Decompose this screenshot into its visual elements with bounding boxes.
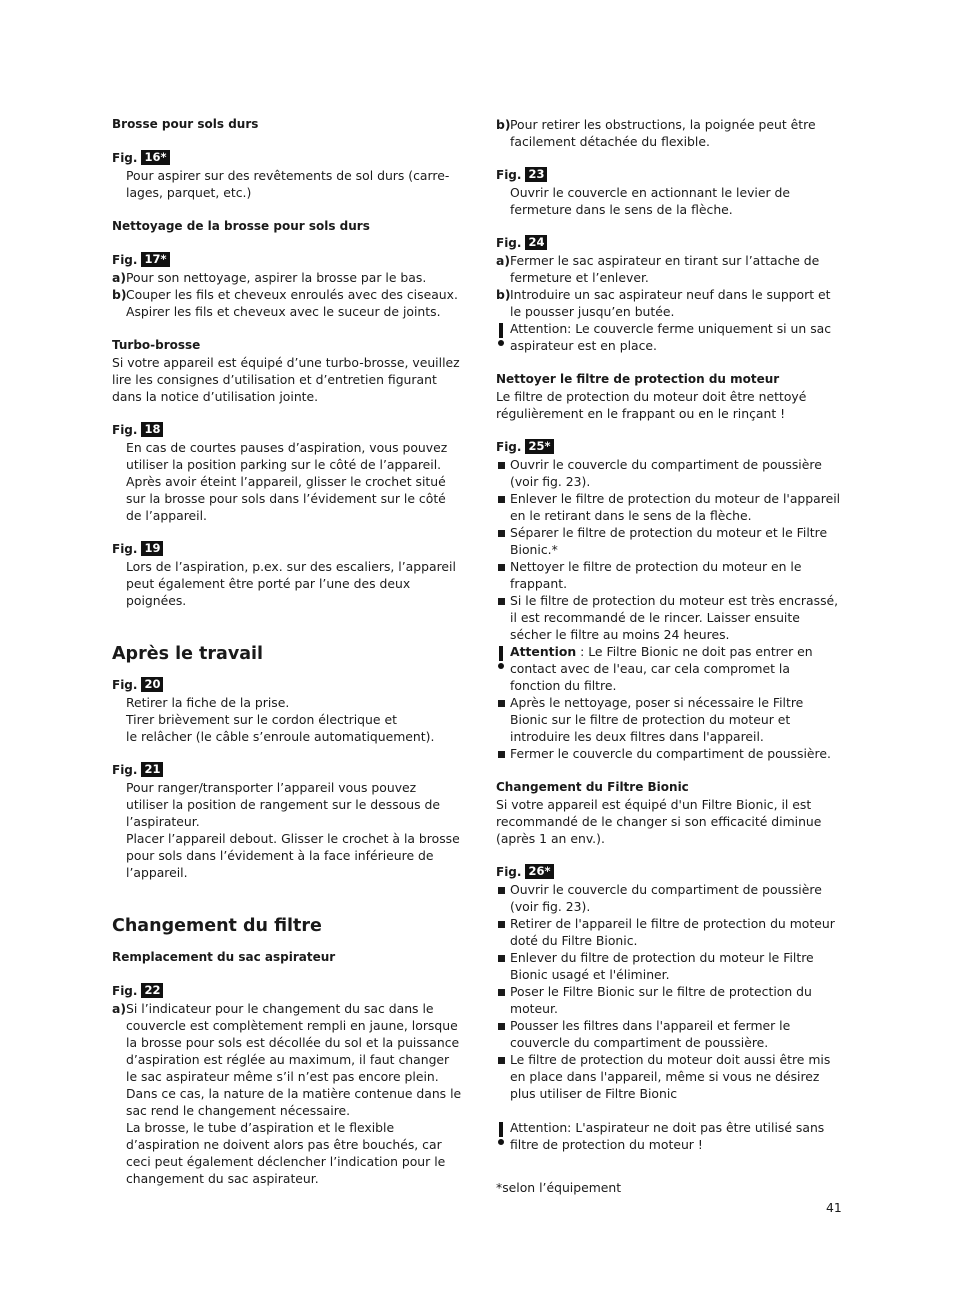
fig-23-label: Fig. 23	[496, 167, 844, 184]
heading-changement-du-filtre: Changement du filtre	[112, 916, 322, 936]
square-bullet-icon	[496, 881, 510, 915]
fig-25-bullet: Enlever le filtre de protection du moteur de l'appareil en le retirant dans le sens de la flèche.	[496, 490, 844, 524]
fig-20-number: 20	[141, 677, 163, 692]
fig-18-text: En cas de courtes pauses d’aspiration, vous pouvez utiliser la position parking sur le côté de l’appareil. Après avoir éteint l’appareil, glisser le crochet situé sur la brosse pour sols dans l’évidement sur le côté de l’appareil.	[126, 440, 448, 523]
heading-apres-le-travail: Après le travail	[112, 644, 264, 664]
exclamation-icon	[496, 643, 510, 694]
fig-22-item-a: a) Si l’indicateur pour le changement du sac dans le couvercle est complètement rempli en jaune, lorsque la brosse pour sols est décollée du sol et la puissance d’aspiration est réglée au maximum, il faut changer le sac aspirateur même s’il n’est pas encore plein. Dans ce cas, la nature de la matière contenue dans le sac rend le changement nécessaire.	[112, 1001, 462, 1118]
square-bullet-icon	[496, 949, 510, 983]
fig-21-number: 21	[141, 762, 163, 777]
square-bullet-icon	[496, 1051, 510, 1102]
fig-19-label: Fig. 19	[112, 541, 462, 558]
fig-16-text: Pour aspirer sur des revêtements de sol durs (carre-lages, parquet, etc.)	[126, 168, 450, 200]
moteur-text: Le filtre de protection du moteur doit être nettoyé régulièrement en le frappant ou en le rinçant !	[496, 389, 807, 421]
fig-22-text-2: La brosse, le tube d’aspiration et le flexible d’aspiration ne doivent alors pas être bouchés, car ceci peut également déclencher l’indication pour le changement du sac aspirateur.	[126, 1120, 446, 1186]
fig-25-bullet: Ouvrir le couvercle du compartiment de poussière (voir fig. 23).	[496, 456, 844, 490]
fig-20-line-3: le relâcher (le câble s’enroule automatiquement).	[126, 729, 435, 744]
square-bullet-icon	[496, 490, 510, 524]
fig-21-text-2: Placer l’appareil debout. Glisser le crochet à la brosse pour sols dans l’évidement à la face inférieure de l’appareil.	[126, 831, 460, 880]
fig-26-label: Fig. 26*	[496, 864, 844, 881]
fig-19-number: 19	[141, 541, 163, 556]
left-column	[112, 116, 462, 1187]
fig-17-label: Fig. 17*	[112, 252, 462, 269]
fig-26-bullet: Le filtre de protection du moteur doit aussi être mis en place dans l'appareil, même si vous ne désirez plus utiliser de Filtre Bionic	[496, 1051, 844, 1102]
fig-19-text: Lors de l’aspiration, p.ex. sur des escaliers, l’appareil peut également être porté par l’une des deux poignées.	[126, 559, 456, 608]
section-heading-remplacement: Remplacement du sac aspirateur	[112, 950, 336, 964]
square-bullet-icon	[496, 983, 510, 1017]
section-heading-nettoyage: Nettoyage de la brosse pour sols durs	[112, 219, 370, 233]
square-bullet-icon	[496, 915, 510, 949]
fig-17-number: 17*	[141, 252, 169, 267]
fig-25-bullet: Fermer le couvercle du compartiment de poussière.	[496, 745, 844, 762]
fig-24-label: Fig. 24	[496, 235, 844, 252]
fig-25-label: Fig. 25*	[496, 439, 844, 456]
square-bullet-icon	[496, 592, 510, 643]
footnote: *selon l’équipement	[496, 1180, 622, 1195]
section-heading-moteur: Nettoyer le filtre de protection du moteur	[496, 372, 780, 386]
fig-22-number: 22	[141, 983, 163, 998]
fig-26-number: 26*	[525, 864, 553, 879]
fig-24-number: 24	[525, 235, 547, 250]
fig-25-bullet: Nettoyer le filtre de protection du moteur en le frappant.	[496, 558, 844, 592]
fig-21-text-1: Pour ranger/transporter l’appareil vous pouvez utiliser la position de rangement sur le dessous de l’aspirateur.	[126, 780, 441, 829]
fig-26-bullet: Enlever du filtre de protection du moteur le Filtre Bionic usagé et l'éliminer.	[496, 949, 844, 983]
page-number: 41	[826, 1200, 842, 1215]
fig-23-number: 23	[525, 167, 547, 182]
fig-23-text: Ouvrir le couvercle en actionnant le levier de fermeture dans le sens de la flèche.	[510, 185, 790, 217]
fig-25-warning: Attention : Le Filtre Bionic ne doit pas entrer en contact avec de l'eau, car cela compromet la fonction du filtre.	[496, 643, 844, 694]
fig-24-warning: Attention: Le couvercle ferme uniquement si un sac aspirateur est en place.	[496, 320, 844, 354]
fig-21-label: Fig. 21	[112, 762, 462, 779]
fig-25-number: 25*	[525, 439, 553, 454]
bionic-text: Si votre appareil est équipé d'un Filtre Bionic, il est recommandé de le changer si son efficacité diminue (après 1 an env.).	[496, 797, 822, 846]
fig-25-bullet: Séparer le filtre de protection du moteur et le Filtre Bionic.*	[496, 524, 844, 558]
fig-16-label: Fig. 16*	[112, 150, 462, 167]
square-bullet-icon	[496, 745, 510, 762]
fig-18-label: Fig. 18	[112, 422, 462, 439]
fig-17-item-a: a) Pour son nettoyage, aspirer la brosse par le bas.	[112, 270, 427, 285]
fig-25-bullet: Si le filtre de protection du moteur est très encrassé, il est recommandé de le rincer. Laisser ensuite sécher le filtre au moins 24 heures.	[496, 592, 844, 643]
fig-16-number: 16*	[141, 150, 169, 165]
fig-26-bullet: Retirer de l'appareil le filtre de protection du moteur doté du Filtre Bionic.	[496, 915, 844, 949]
turbo-text: Si votre appareil est équipé d’une turbo-brosse, veuillez lire les consignes d’utilisation et d’entretien figurant dans la notice d’utilisation jointe.	[112, 355, 460, 404]
final-warning: Attention: L'aspirateur ne doit pas être utilisé sans filtre de protection du moteur !	[496, 1119, 844, 1153]
section-heading-turbo: Turbo-brosse	[112, 338, 201, 352]
fig-24-item-b: b) Introduire un sac aspirateur neuf dans le support et le pousser jusqu’en butée.	[496, 287, 831, 319]
exclamation-icon	[496, 320, 510, 354]
square-bullet-icon	[496, 456, 510, 490]
fig-25-bullet: Après le nettoyage, poser si nécessaire le Filtre Bionic sur le filtre de protection du moteur et introduire les deux filtres dans l'appareil.	[496, 694, 844, 745]
fig-26-bullet: Pousser les filtres dans l'appareil et fermer le couvercle du compartiment de poussière.	[496, 1017, 844, 1051]
square-bullet-icon	[496, 1017, 510, 1051]
fig-22-item-b: b) Pour retirer les obstructions, la poignée peut être facilement détachée du flexible.	[496, 117, 816, 149]
fig-22-label: Fig. 22	[112, 983, 462, 1000]
section-heading-bionic: Changement du Filtre Bionic	[496, 780, 689, 794]
section-heading-brosse: Brosse pour sols durs	[112, 117, 259, 131]
fig-18-number: 18	[141, 422, 163, 437]
fig-24-item-a: a) Fermer le sac aspirateur en tirant sur l’attache de fermeture et l’enlever.	[496, 253, 820, 285]
fig-26-bullet: Ouvrir le couvercle du compartiment de poussière (voir fig. 23).	[496, 881, 844, 915]
fig-20-label: Fig. 20	[112, 677, 462, 694]
square-bullet-icon	[496, 524, 510, 558]
fig-20-line-1: Retirer la fiche de la prise.	[126, 695, 290, 710]
right-column	[496, 116, 844, 1196]
square-bullet-icon	[496, 558, 510, 592]
square-bullet-icon	[496, 694, 510, 745]
exclamation-icon	[496, 1119, 510, 1153]
fig-26-bullet: Poser le Filtre Bionic sur le filtre de protection du moteur.	[496, 983, 844, 1017]
fig-20-line-2: Tirer brièvement sur le cordon électrique et	[126, 712, 397, 727]
fig-17-item-b: b) Couper les fils et cheveux enroulés avec des ciseaux. Aspirer les fils et cheveux avec le suceur de joints.	[112, 287, 458, 319]
